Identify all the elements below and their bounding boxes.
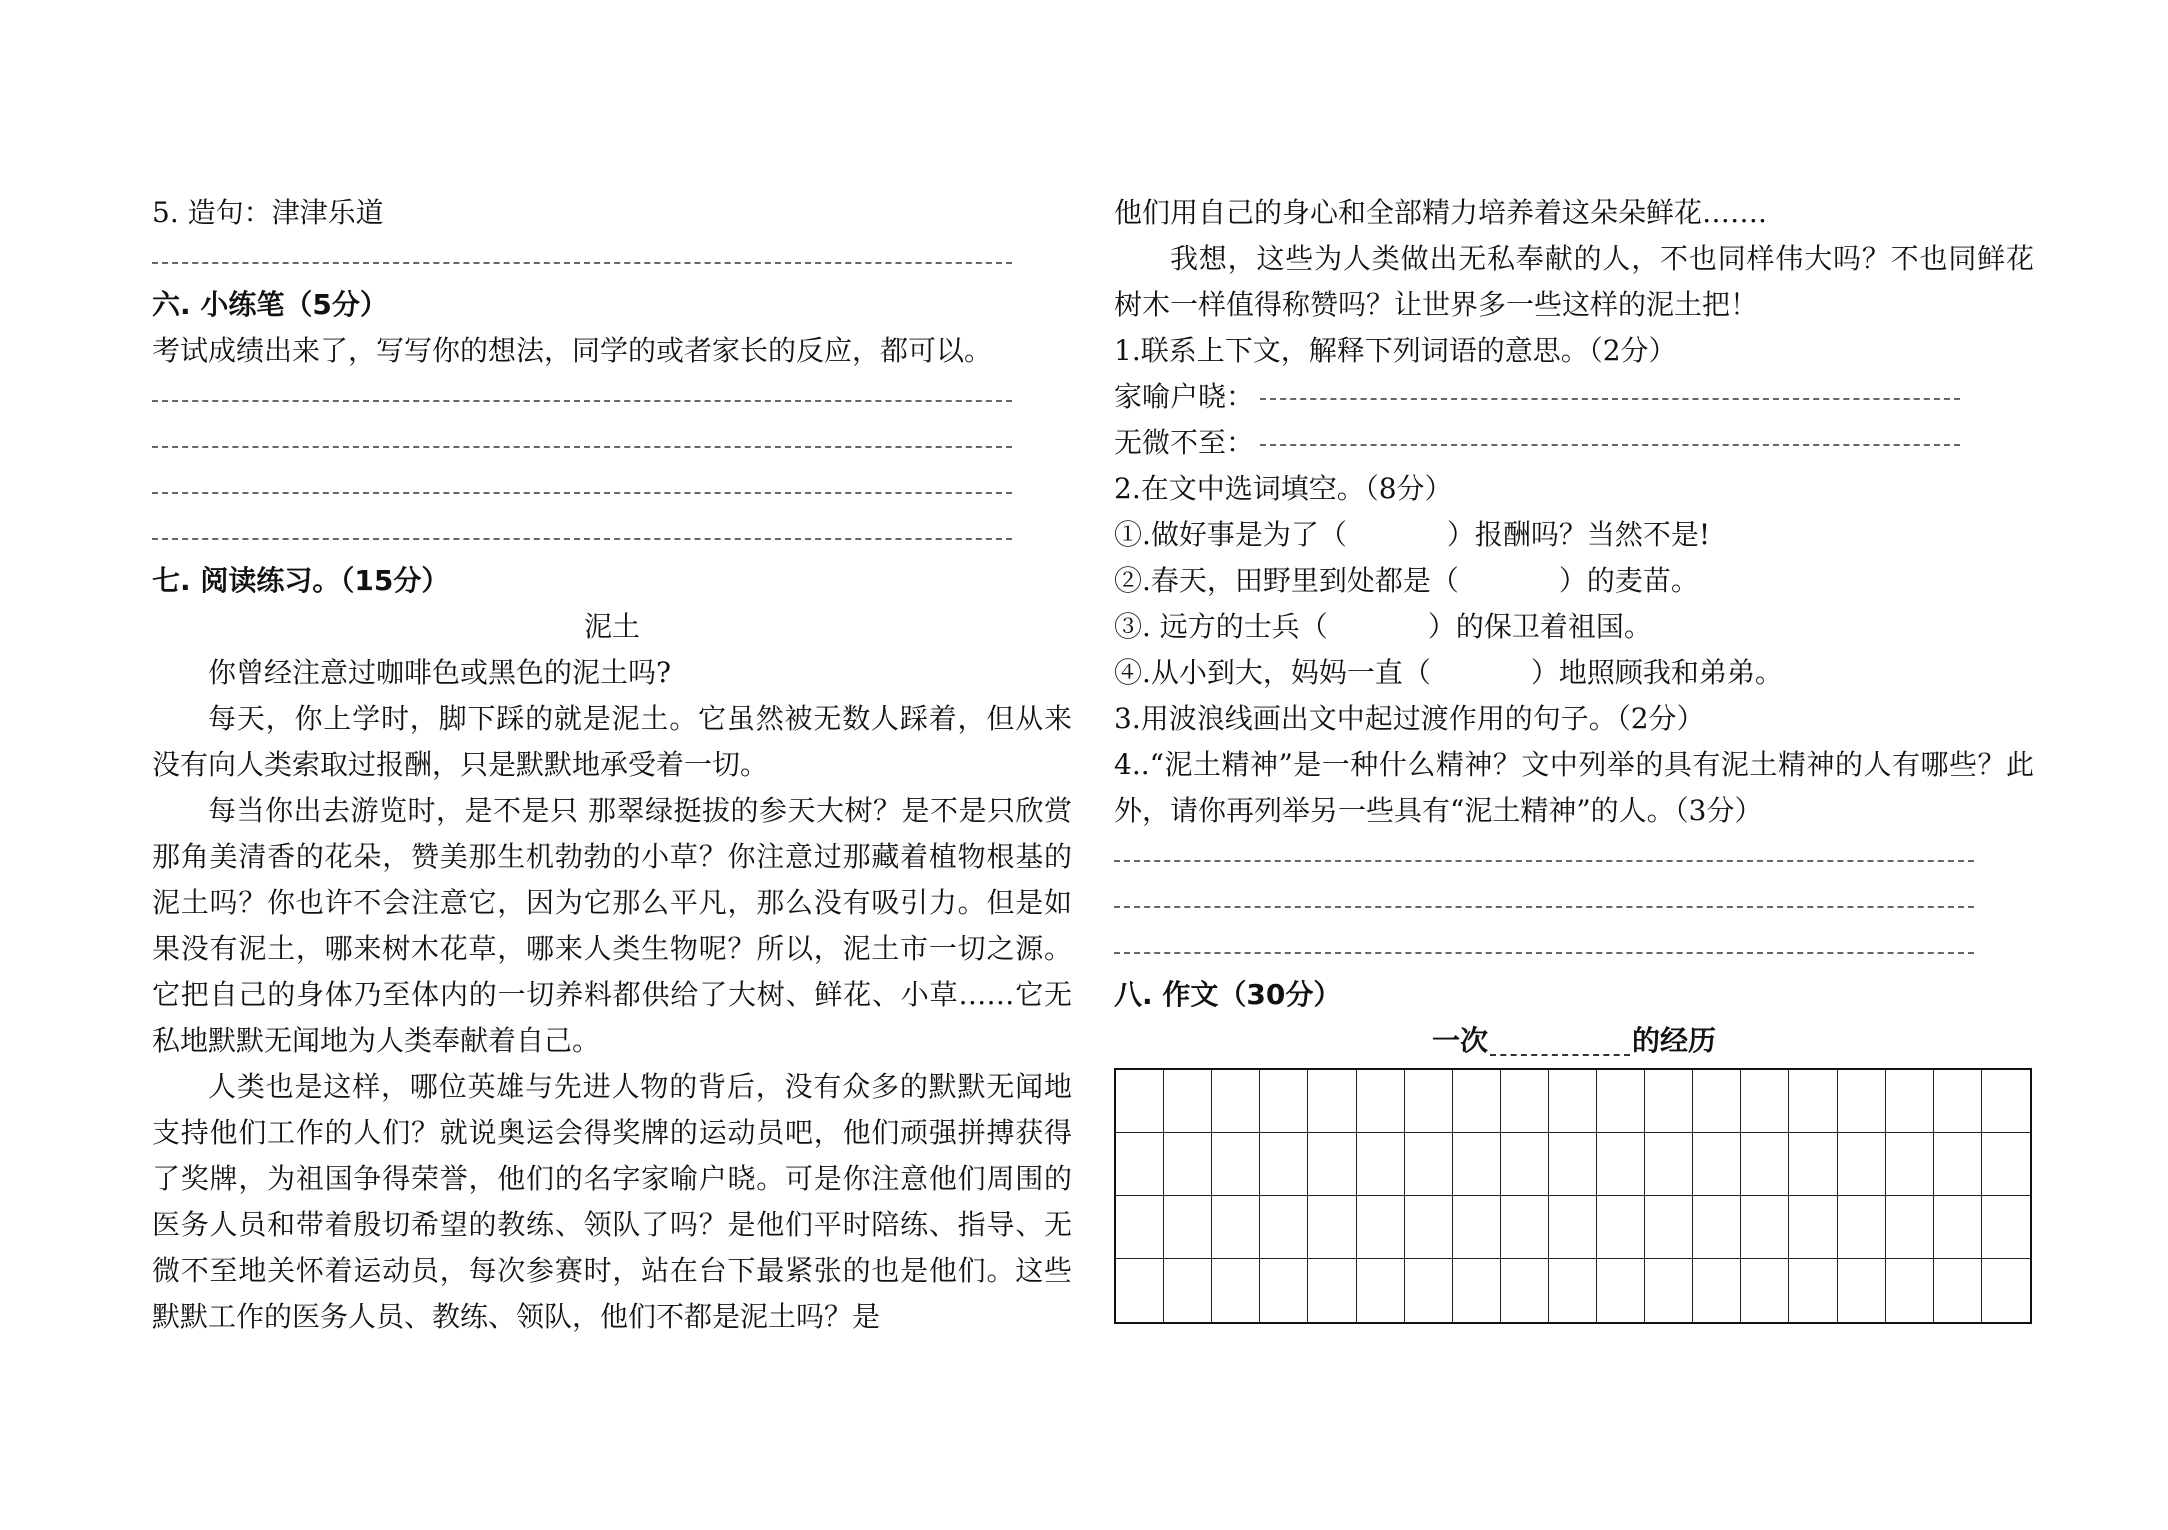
- grid-cell[interactable]: [1308, 1196, 1356, 1259]
- fill-3-after: ）的保卫着祖国。: [1427, 610, 1652, 643]
- passage-paragraph: 你曾经注意过咖啡色或黑色的泥土吗?: [208, 656, 672, 689]
- grid-cell[interactable]: [1164, 1196, 1212, 1259]
- grid-cell[interactable]: [1116, 1196, 1164, 1259]
- grid-cell[interactable]: [1405, 1133, 1453, 1196]
- fill-2-after: ）的麦苗。: [1558, 564, 1699, 597]
- fill-2-before: ②.春天，田野里到处都是（: [1114, 564, 1459, 597]
- question-4: 4..“泥土精神”是一种什么精神？文中列举的具有泥土精神的人有哪些？此外，请你再列举另一些具有“泥土精神”的人。（3分）: [1114, 748, 2034, 827]
- grid-cell[interactable]: [1549, 1259, 1597, 1322]
- grid-cell[interactable]: [1116, 1070, 1164, 1133]
- word-1-label: 家喻户晓：: [1114, 380, 1255, 413]
- section-8-title: 八. 作文（30分）: [1114, 978, 1342, 1011]
- grid-cell[interactable]: [1934, 1070, 1982, 1133]
- grid-cell[interactable]: [1405, 1070, 1453, 1133]
- answer-line[interactable]: [152, 466, 1072, 512]
- grid-cell[interactable]: [1405, 1196, 1453, 1259]
- passage-paragraph: 他们用自己的身心和全部精力培养着这朵朵鲜花…….: [1114, 196, 1767, 229]
- grid-cell[interactable]: [1741, 1196, 1789, 1259]
- grid-cell[interactable]: [1308, 1070, 1356, 1133]
- fill-1: [1114, 512, 2034, 558]
- grid-cell[interactable]: [1693, 1070, 1741, 1133]
- composition-title: [1114, 1018, 2034, 1064]
- grid-cell[interactable]: [1453, 1259, 1501, 1322]
- answer-line[interactable]: [1114, 880, 2034, 926]
- composition-grid[interactable]: [1114, 1068, 2032, 1324]
- answer-line[interactable]: [152, 236, 1072, 282]
- grid-cell[interactable]: [1982, 1070, 2030, 1133]
- grid-cell[interactable]: [1645, 1259, 1693, 1322]
- grid-cell[interactable]: [1886, 1259, 1934, 1322]
- right-column: [1114, 190, 2034, 1324]
- word-2-label: 无微不至：: [1114, 426, 1255, 459]
- grid-cell[interactable]: [1886, 1070, 1934, 1133]
- grid-cell[interactable]: [1838, 1133, 1886, 1196]
- passage-paragraph: 我想，这些为人类做出无私奉献的人，不也同样伟大吗？不也同鲜花树木一样值得称赞吗？让世界多一些这样的泥土把！: [1114, 242, 2034, 321]
- question-3: 3.用波浪线画出文中起过渡作用的句子。（2分）: [1114, 702, 1705, 735]
- passage-paragraph: 每天，你上学时，脚下踩的就是泥土。它虽然被无数人踩着，但从来没有向人类索取过报酬，只是默默地承受着一切。: [152, 702, 1072, 781]
- fill-4-after: ）地照顾我和弟弟。: [1530, 656, 1783, 689]
- fill-3-before: ③. 远方的士兵（: [1114, 610, 1328, 643]
- grid-cell[interactable]: [1501, 1070, 1549, 1133]
- answer-line[interactable]: [152, 512, 1072, 558]
- grid-cell[interactable]: [1693, 1133, 1741, 1196]
- grid-cell[interactable]: [1164, 1133, 1212, 1196]
- fill-1-before: ①.做好事是为了（: [1114, 518, 1347, 551]
- answer-line[interactable]: [1260, 444, 1960, 446]
- grid-cell[interactable]: [1597, 1196, 1645, 1259]
- grid-cell[interactable]: [1260, 1070, 1308, 1133]
- section-6-title: 六. 小练笔（5分）: [152, 288, 388, 321]
- grid-cell[interactable]: [1934, 1196, 1982, 1259]
- grid-cell[interactable]: [1260, 1196, 1308, 1259]
- grid-cell[interactable]: [1212, 1196, 1260, 1259]
- grid-cell[interactable]: [1789, 1070, 1837, 1133]
- grid-cell[interactable]: [1212, 1133, 1260, 1196]
- answer-line[interactable]: [1260, 398, 1960, 400]
- grid-cell[interactable]: [1597, 1070, 1645, 1133]
- passage-paragraph: 每当你出去游览时，是不是只 那翠绿挺拔的参天大树？是不是只欣赏那角美清香的花朵，赞美那生机勃勃的小草？你注意过那藏着植物根基的泥土吗？你也许不会注意它，因为它那么平凡，那么没有吸引力。但是如果没有泥土，哪来树木花草，哪来人类生物呢？所以，泥土市一切之源。它把自己的身体乃至体内的一切养料都供给了大树、鲜花、小草……它无私地默默无闻地为人类奉献着自己。: [152, 794, 1072, 1057]
- grid-cell[interactable]: [1260, 1259, 1308, 1322]
- grid-cell[interactable]: [1934, 1133, 1982, 1196]
- grid-cell[interactable]: [1357, 1196, 1405, 1259]
- grid-cell[interactable]: [1645, 1133, 1693, 1196]
- grid-cell[interactable]: [1693, 1196, 1741, 1259]
- grid-cell[interactable]: [1549, 1133, 1597, 1196]
- composition-title-end: 的经历: [1632, 1024, 1717, 1057]
- section-7-title: 七. 阅读练习。（15分）: [152, 564, 450, 597]
- grid-cell[interactable]: [1645, 1196, 1693, 1259]
- answer-line[interactable]: [1114, 834, 2034, 880]
- grid-cell[interactable]: [1453, 1196, 1501, 1259]
- grid-cell[interactable]: [1982, 1259, 2030, 1322]
- grid-cell[interactable]: [1501, 1133, 1549, 1196]
- grid-cell[interactable]: [1164, 1259, 1212, 1322]
- answer-line[interactable]: [1114, 926, 2034, 972]
- grid-cell[interactable]: [1164, 1070, 1212, 1133]
- grid-cell[interactable]: [1789, 1133, 1837, 1196]
- grid-cell[interactable]: [1549, 1196, 1597, 1259]
- grid-cell[interactable]: [1212, 1070, 1260, 1133]
- passage-paragraph: 人类也是这样，哪位英雄与先进人物的背后，没有众多的默默无闻地支持他们工作的人们？就说奥运会得奖牌的运动员吧，他们顽强拼搏获得了奖牌，为祖国争得荣誉，他们的名字家喻户晓。可是你注意他们周围的医务人员和带着殷切希望的教练、领队了吗？是他们平时陪练、指导、无微不至地关怀着运动员，每次参赛时，站在台下最紧张的也是他们。这些默默工作的医务人员、教练、领队，他们不都是泥土吗？是: [152, 1070, 1072, 1333]
- grid-cell[interactable]: [1260, 1133, 1308, 1196]
- grid-cell[interactable]: [1212, 1259, 1260, 1322]
- answer-line[interactable]: [152, 374, 1072, 420]
- fill-4-before: ④.从小到大，妈妈一直（: [1114, 656, 1431, 689]
- grid-cell[interactable]: [1357, 1133, 1405, 1196]
- word-2-row: [1114, 420, 2034, 466]
- question-1: 1.联系上下文，解释下列词语的意思。（2分）: [1114, 334, 1677, 367]
- grid-cell[interactable]: [1308, 1133, 1356, 1196]
- fill-4: [1114, 650, 2034, 696]
- grid-cell[interactable]: [1501, 1196, 1549, 1259]
- grid-cell[interactable]: [1741, 1259, 1789, 1322]
- grid-cell[interactable]: [1357, 1259, 1405, 1322]
- grid-cell[interactable]: [1886, 1196, 1934, 1259]
- composition-title-start: 一次: [1431, 1024, 1488, 1057]
- question-2: 2.在文中选词填空。（8分）: [1114, 472, 1453, 505]
- word-1-row: [1114, 374, 2034, 420]
- grid-cell[interactable]: [1838, 1070, 1886, 1133]
- grid-cell[interactable]: [1453, 1133, 1501, 1196]
- grid-cell[interactable]: [1357, 1070, 1405, 1133]
- grid-cell[interactable]: [1982, 1133, 2030, 1196]
- grid-cell[interactable]: [1453, 1070, 1501, 1133]
- grid-cell[interactable]: [1838, 1196, 1886, 1259]
- question-5: 5. 造句：津津乐道: [152, 196, 384, 229]
- grid-cell[interactable]: [1405, 1259, 1453, 1322]
- passage-title: 泥土: [583, 610, 640, 643]
- grid-cell[interactable]: [1741, 1070, 1789, 1133]
- left-column: [152, 190, 1072, 1340]
- grid-cell[interactable]: [1838, 1259, 1886, 1322]
- grid-cell[interactable]: [1645, 1070, 1693, 1133]
- fill-2: [1114, 558, 2034, 604]
- fill-3: [1114, 604, 2034, 650]
- grid-cell[interactable]: [1789, 1196, 1837, 1259]
- grid-cell[interactable]: [1597, 1133, 1645, 1196]
- grid-cell[interactable]: [1789, 1259, 1837, 1322]
- grid-cell[interactable]: [1308, 1259, 1356, 1322]
- fill-1-after: ）报酬吗？当然不是!: [1446, 518, 1711, 551]
- grid-cell[interactable]: [1116, 1133, 1164, 1196]
- answer-line[interactable]: [152, 420, 1072, 466]
- grid-cell[interactable]: [1549, 1070, 1597, 1133]
- section-6-prompt: 考试成绩出来了，写写你的想法，同学的或者家长的反应，都可以。: [152, 334, 993, 367]
- grid-cell[interactable]: [1741, 1133, 1789, 1196]
- grid-cell[interactable]: [1886, 1133, 1934, 1196]
- grid-cell[interactable]: [1934, 1259, 1982, 1322]
- grid-cell[interactable]: [1116, 1259, 1164, 1322]
- composition-title-blank[interactable]: [1490, 1030, 1630, 1056]
- grid-cell[interactable]: [1597, 1259, 1645, 1322]
- grid-cell[interactable]: [1982, 1196, 2030, 1259]
- grid-cell[interactable]: [1693, 1259, 1741, 1322]
- grid-cell[interactable]: [1501, 1259, 1549, 1322]
